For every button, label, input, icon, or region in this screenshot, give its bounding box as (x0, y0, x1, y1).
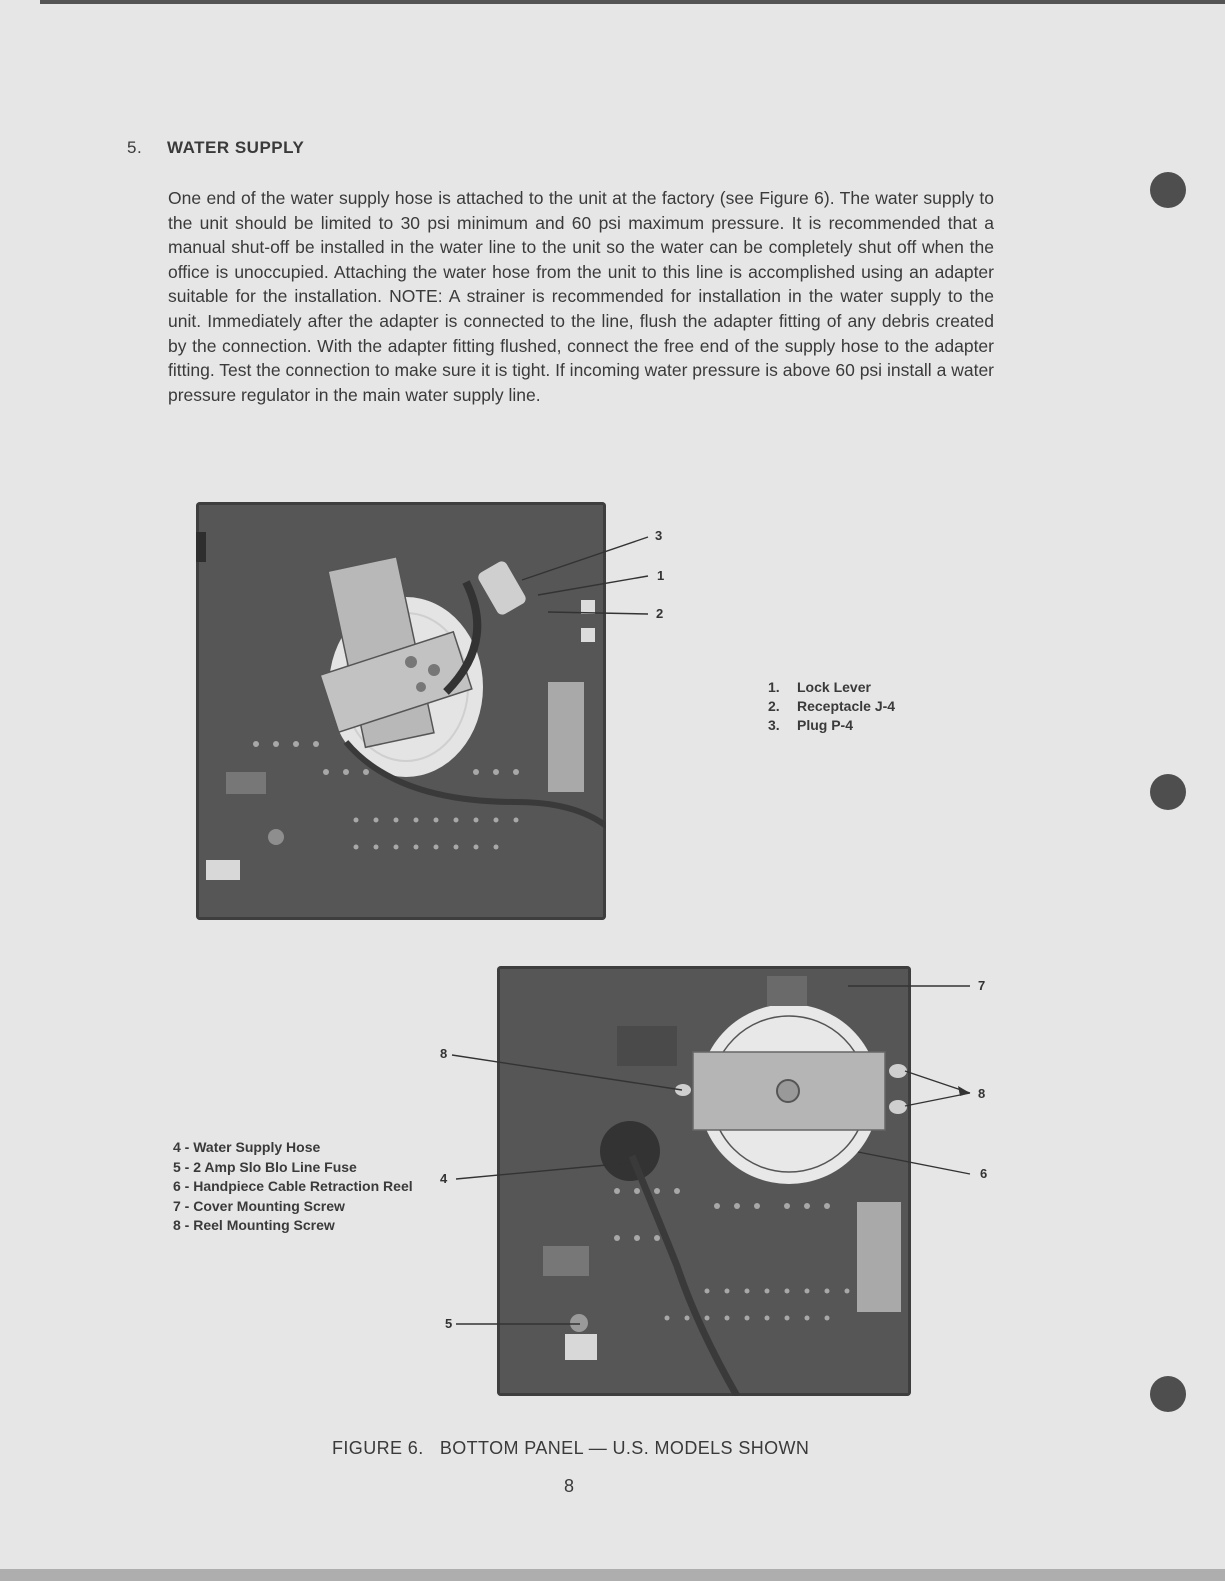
legend-item: 5 - 2 Amp Slo Blo Line Fuse (173, 1158, 357, 1175)
callout-label: 6 (980, 1166, 988, 1181)
legend-item: 7 - Cover Mounting Screw (173, 1197, 345, 1214)
callout-label: 3 (655, 528, 663, 543)
callout-label: 8 (978, 1086, 986, 1101)
legend-item: 8 - Reel Mounting Screw (173, 1217, 335, 1233)
legend-item (768, 698, 895, 717)
callout-label: 2 (656, 606, 664, 621)
section-number: 5. (127, 138, 143, 157)
legend-item: 6 - Handpiece Cable Retraction Reel (173, 1178, 413, 1194)
figure-caption: FIGURE 6. BOTTOM PANEL — U.S. MODELS SHOWN (332, 1438, 810, 1458)
legend-label: Lock Lever (797, 679, 871, 695)
legend-number: 3. (768, 717, 780, 733)
legend-item (768, 717, 895, 736)
callout-label: 7 (978, 978, 986, 993)
legend-bottom (173, 1138, 423, 1236)
legend-item: 4 - Water Supply Hose (173, 1139, 321, 1155)
legend-number: 2. (768, 698, 780, 714)
section-title: WATER SUPPLY (167, 138, 305, 157)
page-number: 8 (564, 1476, 575, 1496)
callout-label: 1 (657, 568, 665, 583)
callout-label: 4 (440, 1171, 448, 1186)
callout-label: 5 (445, 1316, 453, 1331)
legend-top (768, 679, 895, 736)
body-paragraph: One end of the water supply hose is attached to the unit at the factory (see Figure 6). The water supply to the unit should be limited to 30 psi minimum and 60 psi maximum pressure. It is recommended that a manual shut-off be installed in the water line to the unit so the water can be completely shut off when the office is unoccupied. Attaching the water hose from the unit to this line is accomplished using an adapter suitable for the installation. NOTE: A strainer is recommended for installation in the water supply to the unit. Immediately after the adapter is connected to the line, flush the adapter fitting of any debris created by the connection. With the adapter fitting flushed, connect the free end of the supply hose to the adapter fitting. Test the connection to make sure it is tight. If incoming water pressure is above 60 psi install a water pressure regulator in the main water supply line. (168, 188, 994, 405)
callout-label: 8 (440, 1046, 448, 1061)
legend-item (768, 679, 895, 698)
legend-label: Receptacle J-4 (797, 698, 896, 714)
legend-number: 1. (768, 679, 780, 695)
legend-label: Plug P-4 (797, 717, 854, 733)
